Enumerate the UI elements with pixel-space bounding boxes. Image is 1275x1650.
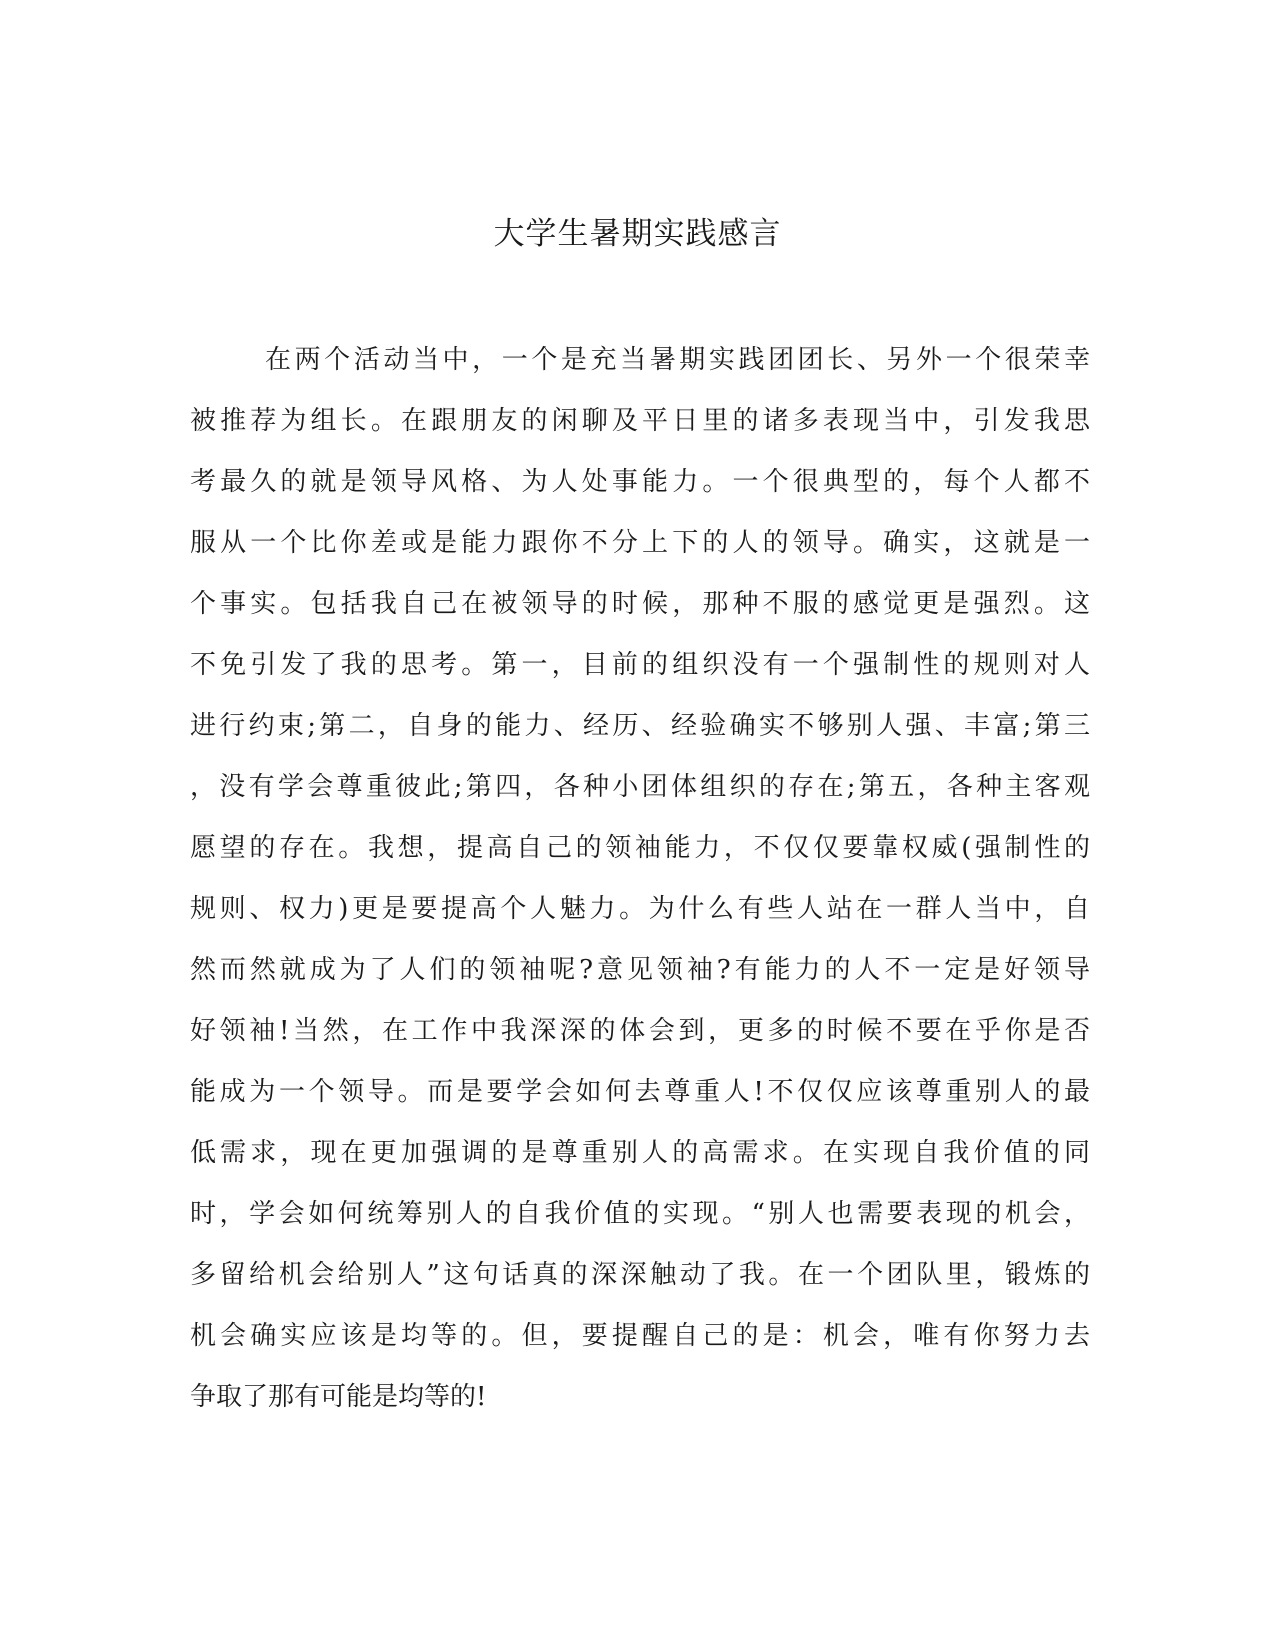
paragraph-line: 愿望的存在。我想，提高自己的领袖能力，不仅仅要靠权威(强制性的 bbox=[190, 833, 1090, 863]
paragraph-line: 考最久的就是领导风格、为人处事能力。一个很典型的，每个人都不 bbox=[190, 467, 1090, 497]
paragraph-line: 争取了那有可能是均等的! bbox=[190, 1382, 487, 1412]
paragraph-line: 被推荐为组长。在跟朋友的闲聊及平日里的诸多表现当中，引发我思 bbox=[190, 406, 1090, 436]
paragraph-line: 然而然就成为了人们的领袖呢?意见领袖?有能力的人不一定是好领导 bbox=[190, 955, 1090, 985]
paragraph-line: 进行约束;第二，自身的能力、经历、经验确实不够别人强、丰富;第三 bbox=[190, 711, 1090, 741]
paragraph-line: 机会确实应该是均等的。但，要提醒自己的是：机会，唯有你努力去 bbox=[190, 1321, 1090, 1351]
paragraph-line: 好领袖!当然，在工作中我深深的体会到，更多的时候不要在乎你是否 bbox=[190, 1016, 1090, 1046]
paragraph-line: 多留给机会给别人”这句话真的深深触动了我。在一个团队里，锻炼的 bbox=[190, 1260, 1090, 1290]
paragraph-line: 规则、权力)更是要提高个人魅力。为什么有些人站在一群人当中，自 bbox=[190, 894, 1090, 924]
paragraph-line: 服从一个比你差或是能力跟你不分上下的人的领导。确实，这就是一 bbox=[190, 528, 1090, 558]
document-body bbox=[190, 330, 1090, 1428]
document-title: 大学生暑期实践感言 bbox=[493, 216, 782, 252]
paragraph-line: ，没有学会尊重彼此;第四，各种小团体组织的存在;第五，各种主客观 bbox=[190, 772, 1090, 802]
paragraph-line: 个事实。包括我自己在被领导的时候，那种不服的感觉更是强烈。这 bbox=[190, 589, 1090, 619]
paragraph-line: 能成为一个领导。而是要学会如何去尊重人!不仅仅应该尊重别人的最 bbox=[190, 1077, 1090, 1107]
paragraph-line: 不免引发了我的思考。第一，目前的组织没有一个强制性的规则对人 bbox=[190, 650, 1090, 680]
paragraph-line: 时，学会如何统筹别人的自我价值的实现。“别人也需要表现的机会， bbox=[190, 1199, 1090, 1229]
paragraph-line: 在两个活动当中，一个是充当暑期实践团团长、另外一个很荣幸 bbox=[265, 345, 1090, 375]
paragraph-line: 低需求，现在更加强调的是尊重别人的高需求。在实现自我价值的同 bbox=[190, 1138, 1090, 1168]
